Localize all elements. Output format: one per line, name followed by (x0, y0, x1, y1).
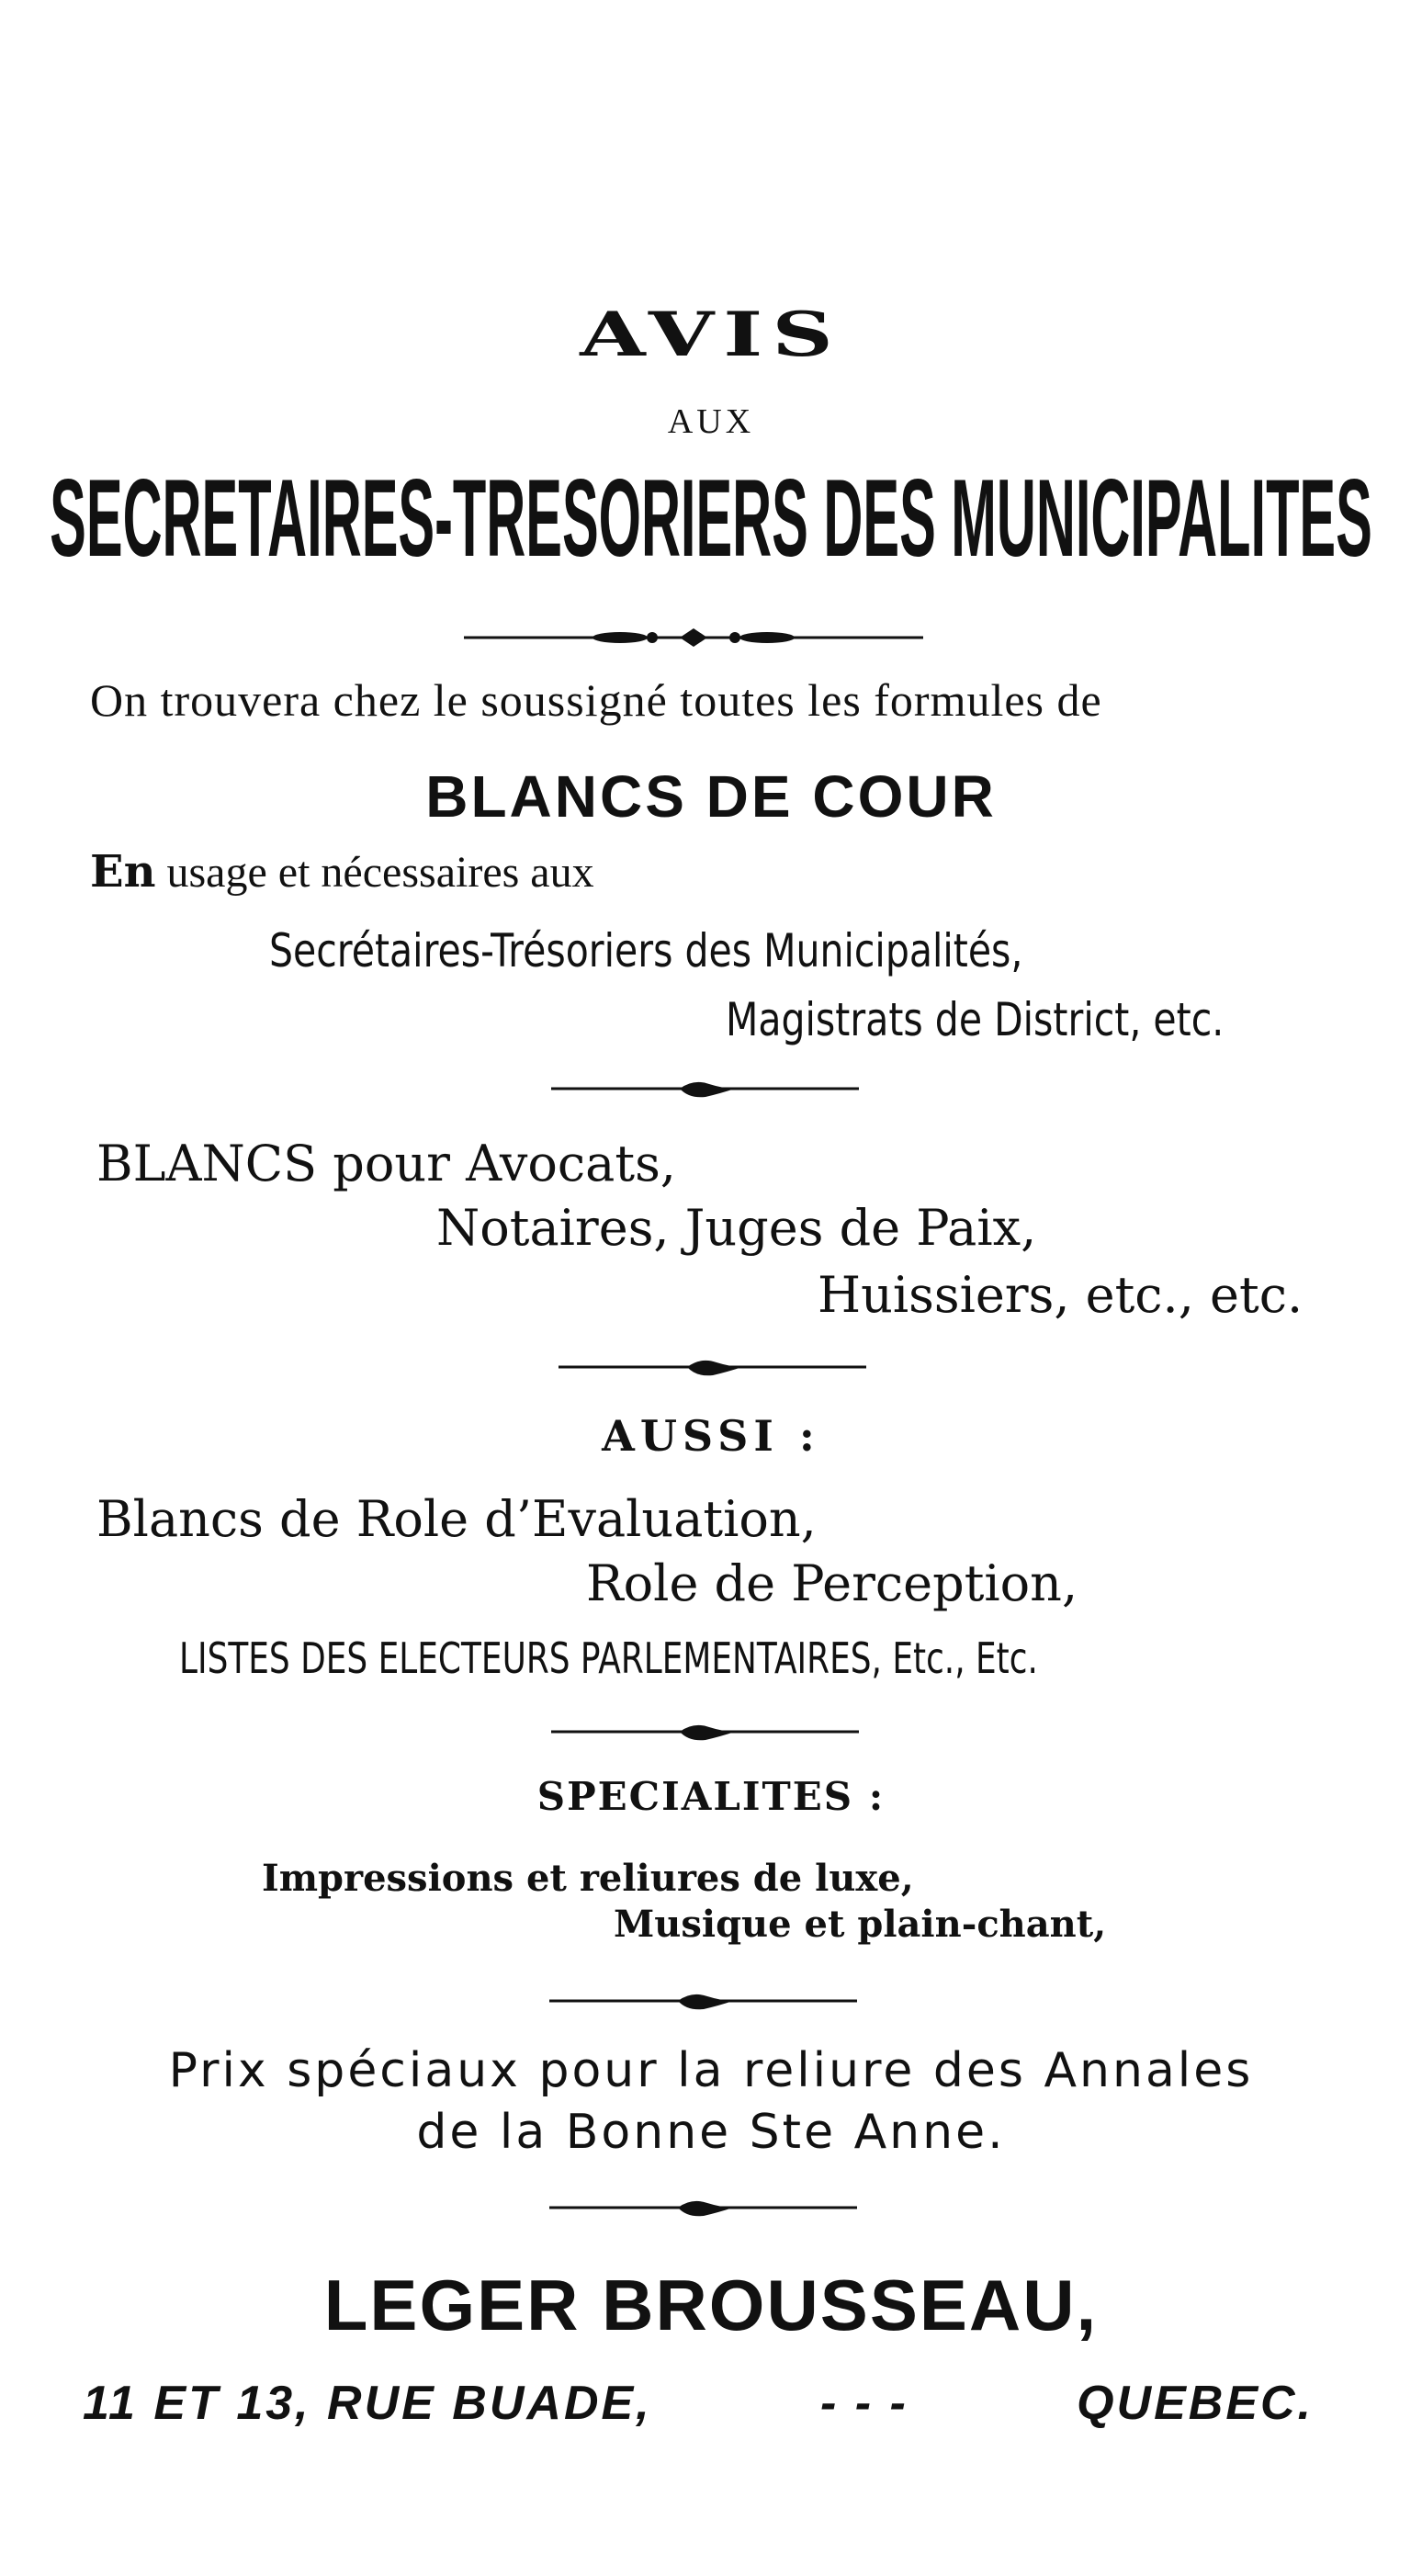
lawyers-line-1: BLANCS pour Avocats, (96, 1135, 676, 1192)
lawyers-line-3: Huissiers, etc., etc. (818, 1266, 1304, 1324)
specialties-line-1: Impressions et reliures de luxe, (262, 1857, 914, 1900)
also-line-2: Role de Perception, (586, 1554, 1078, 1612)
lawyers-line-2: Notaires, Juges de Paix, (436, 1199, 1037, 1257)
address-dashes: - - - (819, 2377, 908, 2430)
ornamental-divider-5 (549, 1989, 857, 2013)
usage-lead: En (90, 846, 156, 898)
also-line-1: Blancs de Role d’Evaluation, (96, 1490, 817, 1548)
prices-line-1: Prix spéciaux pour la reliure des Annales (168, 2043, 1254, 2098)
recipients-line-2: Magistrats de District, etc. (726, 993, 1224, 1046)
publisher-address (83, 2377, 1314, 2430)
also-heading: AUSSI : (602, 1411, 820, 1461)
ornamental-divider-6 (549, 2196, 857, 2220)
city: QUEBEC. (1077, 2377, 1314, 2430)
usage-rest: usage et nécessaires aux (155, 848, 594, 897)
specialties-line-2: Musique et plain-chant, (614, 1903, 1107, 1946)
recipients-line-1: Secrétaires-Trésoriers des Municipalités, (269, 924, 1023, 977)
ornamental-divider-3 (559, 1355, 866, 1379)
ornamental-divider-2 (551, 1077, 859, 1101)
notice-to: AUX (667, 402, 755, 441)
street-address: 11 ET 13, RUE BUADE, (83, 2377, 652, 2430)
prices-line-2: de la Bonne Ste Anne. (416, 2105, 1006, 2160)
notice-title: AVIS (580, 299, 842, 370)
intro-line: On trouvera chez le soussigné toutes les formules de (90, 674, 1102, 726)
also-line-3: LISTES DES ELECTEURS PARLEMENTAIRES, Etc., Etc. (179, 1633, 1038, 1683)
publisher-name: LEGER BROUSSEAU, (323, 2265, 1099, 2345)
ornamental-divider-1 (464, 625, 923, 650)
blancs-de-cour-heading: BLANCS DE COUR (425, 763, 997, 830)
notice-headline: SECRETAIRES-TRESORIERS DES MUNICIPALITES (50, 457, 1372, 581)
specialties-heading: SPECIALITES : (536, 1774, 886, 1819)
ornamental-divider-4 (551, 1720, 859, 1744)
usage-line (90, 846, 594, 898)
